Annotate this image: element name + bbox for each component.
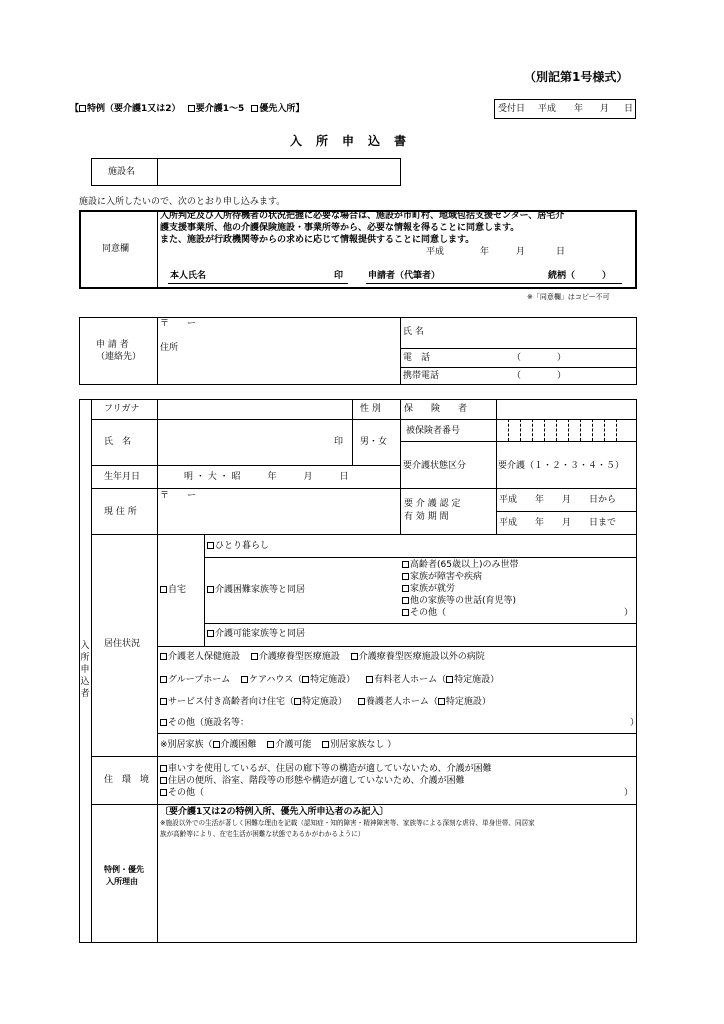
grouphome-checkbox[interactable] — [160, 676, 167, 683]
dob-eras[interactable]: 明 ・ 大 ・ 昭 年 月 日 — [184, 472, 349, 482]
yusen-checkbox[interactable] — [251, 105, 258, 112]
facility-row2: グループホーム ケアハウス（ 特定施設） 有料老人ホーム（ 特定施設） — [160, 676, 499, 685]
applicant-postal: 〒 ー — [160, 319, 197, 329]
environment-label: 住 環 境 — [104, 775, 150, 785]
env-item-2[interactable]: 住居の便所、浴室、階段等の形態や構造が適していないため、介護が困難 — [160, 777, 465, 786]
reason-2-checkbox[interactable] — [402, 573, 409, 580]
care-level-value[interactable]: 要介護（１・２・３・４・５） — [498, 461, 625, 471]
consent-label: 同意欄 — [102, 244, 130, 254]
facility-row3: サービス付き高齢者向け住宅（ 特定施設） 養護老人ホーム（ 特定施設） — [160, 698, 491, 707]
other-facility-checkbox[interactable] — [160, 719, 167, 726]
reception-era: 平成 — [538, 104, 557, 114]
env-item-3[interactable]: その他（ — [160, 789, 204, 798]
facility-row1: 介護老人保健施設 介護療養型医療施設 介護療養型医療施設以外の病院 — [160, 653, 485, 662]
applicant-label2: （連絡先） — [96, 352, 142, 362]
carehouse-checkbox[interactable] — [241, 676, 248, 683]
applicant-label1: 申 請 者 — [96, 340, 129, 350]
applicant-address-label: 住所 — [160, 343, 179, 353]
reason-5-close: ） — [624, 608, 634, 618]
tokurei-label: 特例（要介護1又は2） — [87, 104, 181, 114]
yogo-tokutei-checkbox[interactable] — [438, 698, 445, 705]
reason-text-area[interactable] — [160, 842, 634, 940]
applicant-mobile-label: 携帯電話 — [403, 371, 440, 381]
reason-1[interactable]: 高齢者(65歳以上)のみ世帯 — [402, 561, 518, 570]
reason-4-checkbox[interactable] — [402, 597, 409, 604]
env-close: ） — [624, 788, 634, 798]
reception-label: 受付日 — [498, 104, 526, 114]
reason-label2: 入所理由 — [106, 877, 138, 886]
reason-note2: 族が高齢等により、在宅生活が困難な状態であるかがわかるように） — [160, 830, 365, 838]
tokurei-checkbox[interactable] — [79, 105, 86, 112]
sep-possible-checkbox[interactable] — [267, 741, 274, 748]
consent-date-year: 年 — [480, 247, 490, 257]
reason-1-checkbox[interactable] — [402, 561, 409, 568]
roken-checkbox[interactable] — [160, 653, 167, 660]
gender-value[interactable]: 男・女 — [360, 437, 388, 447]
reason-3[interactable]: 家族が就労 — [402, 585, 455, 594]
current-address-label: 現 住 所 — [104, 507, 137, 517]
consent-applicant: 申請者（代筆者） — [368, 271, 441, 281]
reception-year: 年 — [574, 104, 584, 114]
reason-label1: 特例・優先 — [104, 865, 144, 874]
reason-note1: ※施設以外での生活が著しく困難な理由を記載（認知症・知的障害・精神障害等、家族等による深刻な虐待、単身世帯、同居家 — [160, 819, 535, 827]
alone-checkbox[interactable] — [207, 542, 214, 549]
possible-option[interactable]: 介護可能家族等と同居 — [207, 630, 305, 639]
page-title: 入所申込書 — [290, 134, 421, 148]
sep-none-checkbox[interactable] — [322, 741, 329, 748]
gender-label: 性 別 — [360, 404, 381, 414]
consent-relation: 続柄（ ） — [548, 271, 612, 281]
env-item-1[interactable]: 車いすを使用しているが、住居の廊下等の構造が適していないため、介護が困難 — [160, 765, 492, 774]
sakoju-checkbox[interactable] — [160, 698, 167, 705]
facility-name-field[interactable] — [159, 160, 399, 184]
consent-date-era: 平成 — [426, 247, 445, 257]
reason-3-checkbox[interactable] — [402, 585, 409, 592]
facility-other[interactable]: その他（施設名等： — [160, 719, 249, 728]
env-1-checkbox[interactable] — [160, 765, 167, 772]
dob-label: 生年月日 — [104, 472, 141, 482]
applicant-mobile-paren: （ ） — [512, 371, 567, 381]
carehouse-tokutei-checkbox[interactable] — [302, 676, 309, 683]
reason-5-checkbox[interactable] — [402, 609, 409, 616]
possible-checkbox[interactable] — [207, 630, 214, 637]
side-label: 入 所 申 込 者 — [80, 641, 90, 699]
sakoju-tokutei-checkbox[interactable] — [294, 698, 301, 705]
alone-option[interactable]: ひとり暮らし — [207, 542, 269, 551]
intro-text: 施設に入所したいので、次のとおり申し込みます。 — [79, 197, 286, 207]
yokaigo-label: 要介護1〜5 — [195, 104, 245, 114]
name-label: 氏 名 — [104, 437, 132, 447]
applicant-name-label: 氏 名 — [403, 327, 424, 337]
consent-self-name: 本人氏名 — [170, 271, 207, 281]
ryoyo-checkbox[interactable] — [251, 653, 258, 660]
home-checkbox[interactable] — [160, 586, 167, 593]
insured-no-label: 被保険者番号 — [406, 426, 461, 436]
consent-line1: 入所判定及び入所待機者の状況把握に必要な場合は、施設が市町村、地域包括支援センター、居宅介 — [160, 211, 565, 221]
cert-to: 平成 年 月 日まで — [499, 518, 617, 528]
facility-other-close: ） — [630, 718, 640, 728]
cert-from: 平成 年 月 日から — [499, 495, 617, 505]
insurer-label: 保 険 者 — [404, 404, 468, 414]
consent-note: ※「同意欄」はコピー不可 — [527, 293, 610, 301]
cert-label2: 有 効 期 間 — [404, 512, 449, 522]
env-3-checkbox[interactable] — [160, 789, 167, 796]
difficult-option[interactable]: 介護困難家族等と同居 — [207, 586, 305, 595]
yuryo-tokutei-checkbox[interactable] — [446, 676, 453, 683]
current-postal: 〒 ー — [160, 491, 197, 501]
name-seal: 印 — [334, 437, 344, 447]
hospital-checkbox[interactable] — [351, 653, 358, 660]
consent-date-month: 月 — [516, 247, 526, 257]
separate-family: ※別居家族（ 介護困難 介護可能 別居家族なし ） — [160, 740, 397, 750]
consent-line2: 護支援事業所、他の介護保険施設・事業所等から、必要な情報を得ることに同意します。 — [160, 223, 520, 233]
home-option[interactable]: 自宅 — [160, 586, 186, 595]
consent-line3: また、施設が行政機関等からの求めに応じて情報提供することに同意します。 — [160, 235, 475, 245]
yuryo-checkbox[interactable] — [366, 676, 373, 683]
sep-difficult-checkbox[interactable] — [213, 741, 220, 748]
applicant-phone-label: 電 話 — [403, 353, 431, 363]
care-level-label: 要介護状態区分 — [403, 461, 467, 471]
form-id: （別記第1号様式） — [524, 70, 629, 84]
reason-4[interactable]: 他の家族等の世話(育児等) — [402, 597, 516, 606]
env-2-checkbox[interactable] — [160, 777, 167, 784]
consent-date-day: 日 — [556, 247, 566, 257]
residence-label: 居住状況 — [104, 639, 141, 649]
cert-label1: 要 介 護 認 定 — [404, 499, 461, 509]
difficult-checkbox[interactable] — [207, 586, 214, 593]
reception-day: 日 — [624, 104, 634, 114]
reason-head: 〔要介護1又は2の特例入所、優先入所申込者のみ記入〕 — [160, 807, 389, 817]
facility-label: 施設名 — [108, 167, 136, 177]
reason-2[interactable]: 家族が障害や疾病 — [402, 573, 482, 582]
yokaigo-checkbox[interactable] — [188, 105, 195, 112]
yusen-label: 優先入所 — [259, 104, 296, 114]
applicant-phone-paren: （ ） — [512, 353, 567, 363]
consent-seal: 印 — [334, 271, 344, 281]
category-line: 【 特例（要介護1又は2） 要介護1〜5 優先入所】 — [70, 104, 305, 114]
reason-5[interactable]: その他（ — [402, 609, 446, 618]
reception-month: 月 — [600, 104, 610, 114]
yogo-checkbox[interactable] — [358, 698, 365, 705]
furigana-label: フリガナ — [104, 404, 140, 414]
